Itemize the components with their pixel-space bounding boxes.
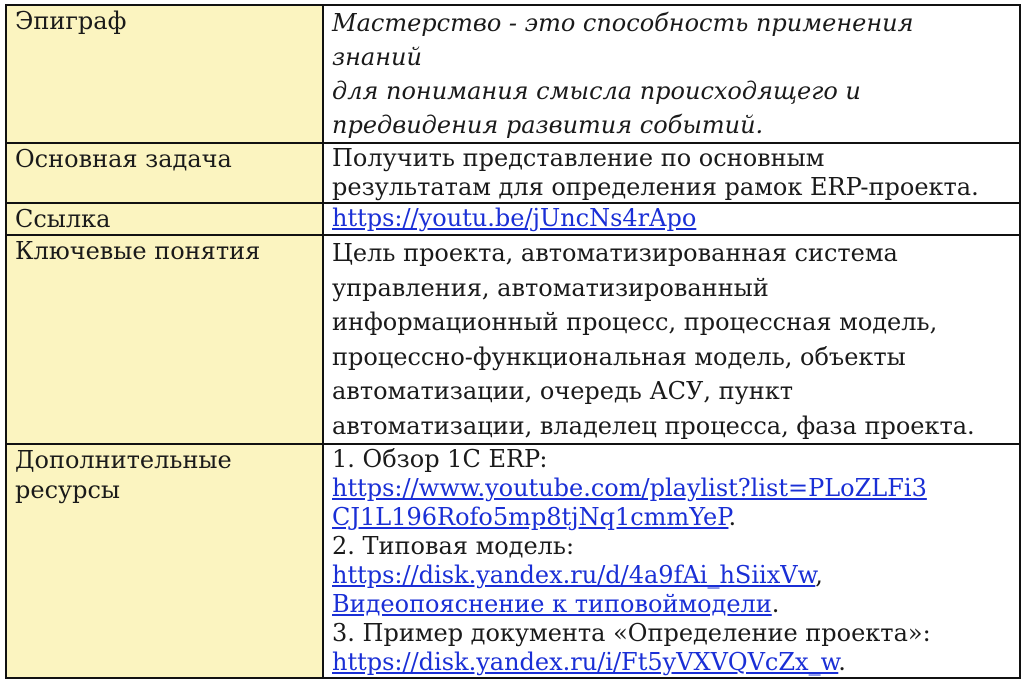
epigraph-line: для понимания смысла происходящего и: [332, 77, 861, 105]
resource-1-link-line: [332, 474, 1011, 503]
row-main-task: [6, 143, 1020, 203]
concepts-line: автоматизации, владелец процесса, фаза проекта.: [332, 411, 975, 440]
resource-3-link-line: [332, 648, 1011, 677]
yandex-disk-model-link[interactable]: https://disk.yandex.ru/d/4a9fAi_hSiixVw: [332, 561, 816, 589]
key-concepts-label: Ключевые понятия: [6, 235, 323, 444]
concepts-line: процессно-функциональная модель, объекты: [332, 342, 906, 371]
youtube-playlist-link[interactable]: https://www.youtube.com/playlist?list=PLoZLFi3: [332, 474, 927, 502]
row-resources: [6, 444, 1020, 678]
epigraph-line: предвидения развития событий.: [332, 111, 764, 139]
resource-2-title: 2. Типовая модель:: [332, 532, 575, 560]
resources-label-line: ресурсы: [15, 476, 121, 504]
row-link: [6, 203, 1020, 235]
yandex-disk-example-link[interactable]: https://disk.yandex.ru/i/Ft5yVXVQVcZx_w: [332, 648, 839, 676]
link-cell: [323, 203, 1020, 235]
youtube-link[interactable]: https://youtu.be/jUncNs4rApo: [332, 204, 697, 232]
period: .: [728, 503, 737, 531]
resource-2-video-line: [332, 590, 1011, 619]
period: .: [838, 648, 846, 676]
epigraph-line: Мастерство - это способность применения знаний: [332, 9, 914, 71]
key-concepts-text: [323, 235, 1020, 444]
resources-label: [6, 444, 323, 678]
concepts-line: информационный процесс, процессная модель,: [332, 308, 938, 336]
resource-2-link-line: [332, 561, 1011, 590]
epigraph-label: Эпиграф: [6, 5, 323, 143]
resource-1-link-line: [332, 503, 1011, 532]
resources-list: [323, 444, 1020, 678]
youtube-playlist-link-cont[interactable]: CJ1L196Rofo5mp8tjNq1cmmYeP: [332, 503, 729, 531]
main-task-text: [323, 143, 1020, 203]
resource-1-title: 1. Обзор 1С ERP:: [332, 445, 548, 473]
comma: ,: [815, 561, 823, 589]
period: .: [771, 590, 780, 618]
main-task-label: Основная задача: [6, 143, 323, 203]
resources-label-line: Дополнительные: [15, 446, 232, 474]
concepts-line: автоматизации, очередь АСУ, пункт: [332, 377, 793, 405]
row-key-concepts: [6, 235, 1020, 444]
concepts-line: Цель проекта, автоматизированная система: [332, 239, 898, 267]
epigraph-text: [323, 5, 1020, 143]
main-task-line: Получить представление по основным: [332, 144, 825, 172]
resource-3-title: 3. Пример документа «Определение проекта»:: [332, 619, 931, 647]
info-table: [5, 4, 1021, 679]
link-label: Ссылка: [6, 203, 323, 235]
main-task-line: результатам для определения рамок ERP-проекта.: [332, 173, 979, 201]
row-epigraph: [6, 5, 1020, 143]
video-explanation-link[interactable]: Видеопояснение к типовоймодели: [332, 590, 772, 618]
concepts-line: управления, автоматизированный: [332, 273, 769, 302]
